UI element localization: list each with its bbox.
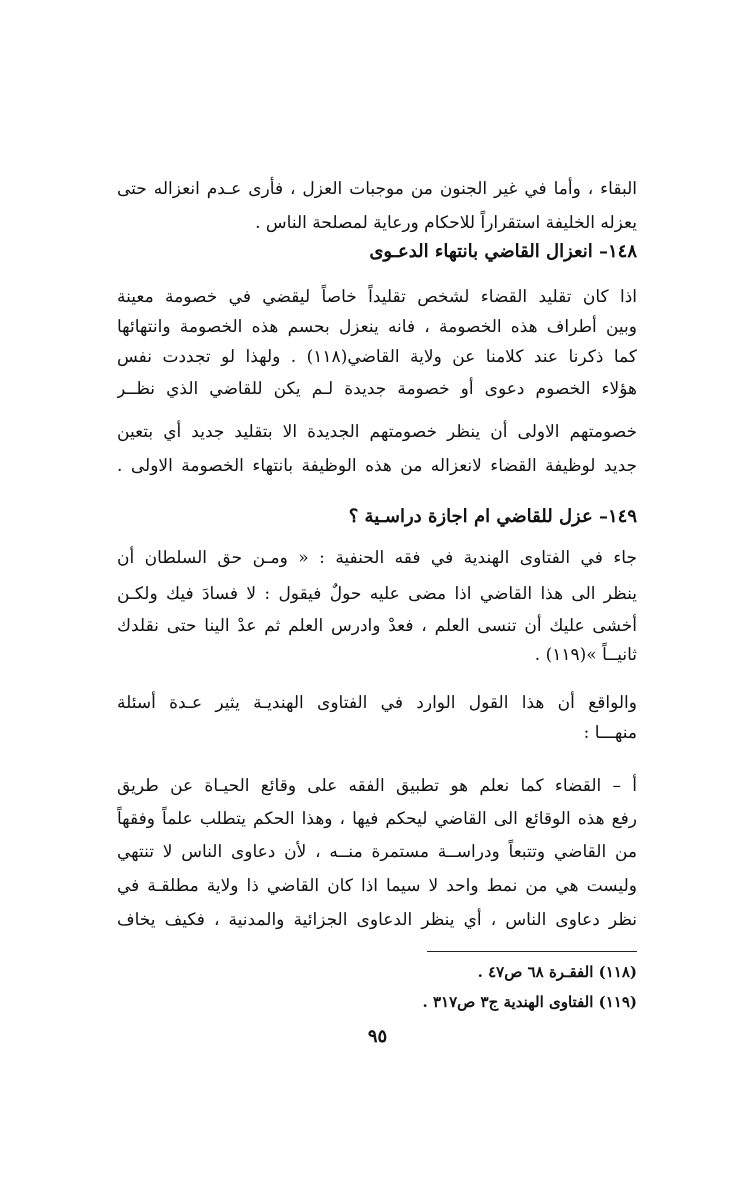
text-line: نظر دعاوى الناس ، أي ينظر الدعاوى الجزائية والمدنية ، فكيف يخاف xyxy=(117,910,637,930)
section-heading-148: ١٤٨– انعزال القاضي بانتهاء الدعـوى xyxy=(369,241,637,262)
text-line: أ – القضاء كما نعلم هو تطبيق الفقه على وقائع الحيـاة عن طريق xyxy=(117,776,637,796)
section-heading-149: ١٤٩– عزل للقاضي ام اجازة دراسـية ؟ xyxy=(348,506,637,527)
text-line: كما ذكرنا عند كلامنا عن ولاية القاضي(١١٨) . ولهذا لو تجددت نفس xyxy=(117,347,637,367)
text-line: وليست هي من نمط واحد لا سيما اذا كان القاضي ذا ولاية مطلقـة في xyxy=(117,876,637,896)
text-line: البقاء ، وأما في غير الجنون من موجبات العزل ، فأرى عـدم انعزاله حتى xyxy=(117,179,637,199)
text-line: أخشى عليك أن تنسى العلم ، فعدْ وادرس العلم ثم عدْ الينا حتى نقلدك xyxy=(117,616,637,636)
text-line: اذا كان تقليد القضاء لشخص تقليداً خاصاً ليقضي في خصومة معينة xyxy=(117,287,637,307)
footnote-divider xyxy=(427,951,637,952)
footnote-119: (١١٩) الفتاوى الهندية ج٣ ص٣١٧ . xyxy=(422,993,637,1011)
text-line: يعزله الخليفة استقراراً للاحكام ورعاية لمصلحة الناس . xyxy=(255,213,637,233)
text-line: جاء في الفتاوى الهندية في فقه الحنفية : « ومـن حق السلطان أن xyxy=(117,548,637,568)
text-line: جديد لوظيفة القضاء لانعزاله من هذه الوظيفة بانتهاء الخصومة الاولى . xyxy=(117,456,637,476)
text-line: وبين أطراف هذه الخصومة ، فانه ينعزل بحسم هذه الخصومة وانتهائها xyxy=(117,317,637,337)
text-line: ثانيــاً »(١١٩) . xyxy=(534,645,637,665)
text-line: والواقع أن هذا القول الوارد في الفتاوى الهنديـة يثير عـدة أسئلة xyxy=(117,693,637,713)
text-line: منهـــا : xyxy=(583,723,637,743)
text-line: خصومتهم الاولى أن ينظر خصومتهم الجديدة الا بتقليد جديد أي بتعين xyxy=(117,422,637,442)
text-line: هؤلاء الخصوم دعوى أو خصومة جديدة لـم يكن للقاضي الذي نظــر xyxy=(117,379,637,399)
footnote-118: (١١٨) الفقـرة ٦٨ ص٤٧ . xyxy=(477,963,637,981)
page-number: ٩٥ xyxy=(367,1026,388,1047)
text-line: رفع هذه الوقائع الى القاضي ليحكم فيها ، وهذا الحكم يتطلب علماً وفقهاً xyxy=(117,809,637,829)
text-line: ينظر الى هذا القاضي اذا مضى عليه حولٌ فيقول : لا فسادَ فيك ولكـن xyxy=(117,584,637,604)
text-line: من القاضي وتتبعاً ودراســة مستمرة منــه ، لأن دعاوى الناس لا تنتهي xyxy=(117,842,637,862)
